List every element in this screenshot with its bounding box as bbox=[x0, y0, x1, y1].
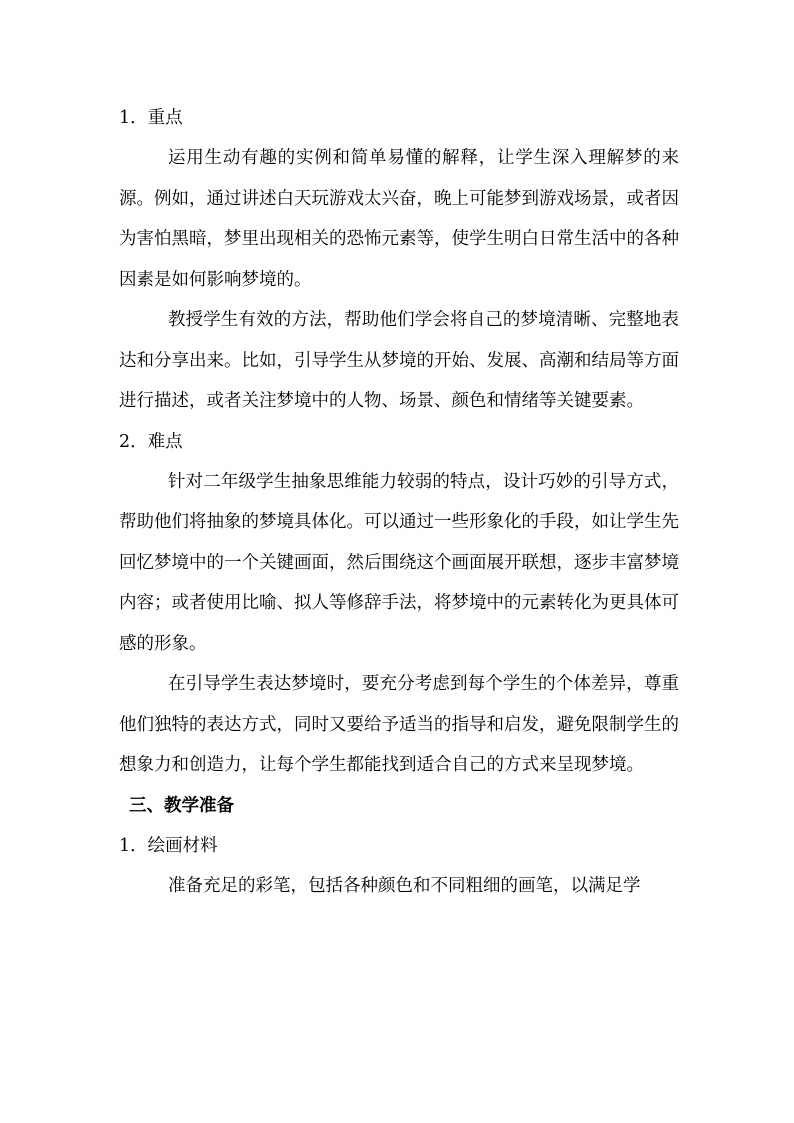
heading-drawing-materials: 1．绘画材料 bbox=[119, 835, 218, 856]
paragraph-individual-differences: 在引导学生表达梦境时，要充分考虑到每个学生的个体差异，尊重他们独特的表达方式，同时又要给予适当的指导和启发，避免限制学生的想象力和创造力，让每个学生都能找到适合自己的方式来呈现梦境。 bbox=[119, 674, 679, 775]
heading-key-points: 1．重点 bbox=[119, 108, 183, 128]
paragraph-expression-methods: 教授学生有效的方法，帮助他们学会将自己的梦境清晰、完整地表达和分享出来。比如，引导学生从梦境的开始、发展、高潮和结局等方面进行描述，或者关注梦境中的人物、场景、颜色和情绪等关键要素。 bbox=[119, 310, 679, 411]
paragraph-concretize-dreams: 针对二年级学生抽象思维能力较弱的特点，设计巧妙的引导方式，帮助他们将抽象的梦境具体化。可以通过一些形象化的手段，如让学生先回忆梦境中的一个关键画面，然后围绕这个画面展开联想，逐步丰富梦境内容；或者使用比喻、拟人等修辞手法，将梦境中的元素转化为更具体可感的形象。 bbox=[119, 471, 679, 654]
heading-difficulties: 2．难点 bbox=[119, 431, 183, 452]
paragraph-colored-pens: 准备充足的彩笔，包括各种颜色和不同粗细的画笔，以满足学 bbox=[168, 875, 641, 896]
document-body bbox=[119, 98, 679, 906]
paragraph-dream-sources: 运用生动有趣的实例和简单易懂的解释，让学生深入理解梦的来源。例如，通过讲述白天玩游戏太兴奋，晚上可能梦到游戏场景，或者因为害怕黑暗，梦里出现相关的恐怖元素等，使学生明白日常生活中的各种因素是如何影响梦境的。 bbox=[119, 148, 679, 290]
section-heading-teaching-preparation: 三、教学准备 bbox=[129, 795, 234, 816]
